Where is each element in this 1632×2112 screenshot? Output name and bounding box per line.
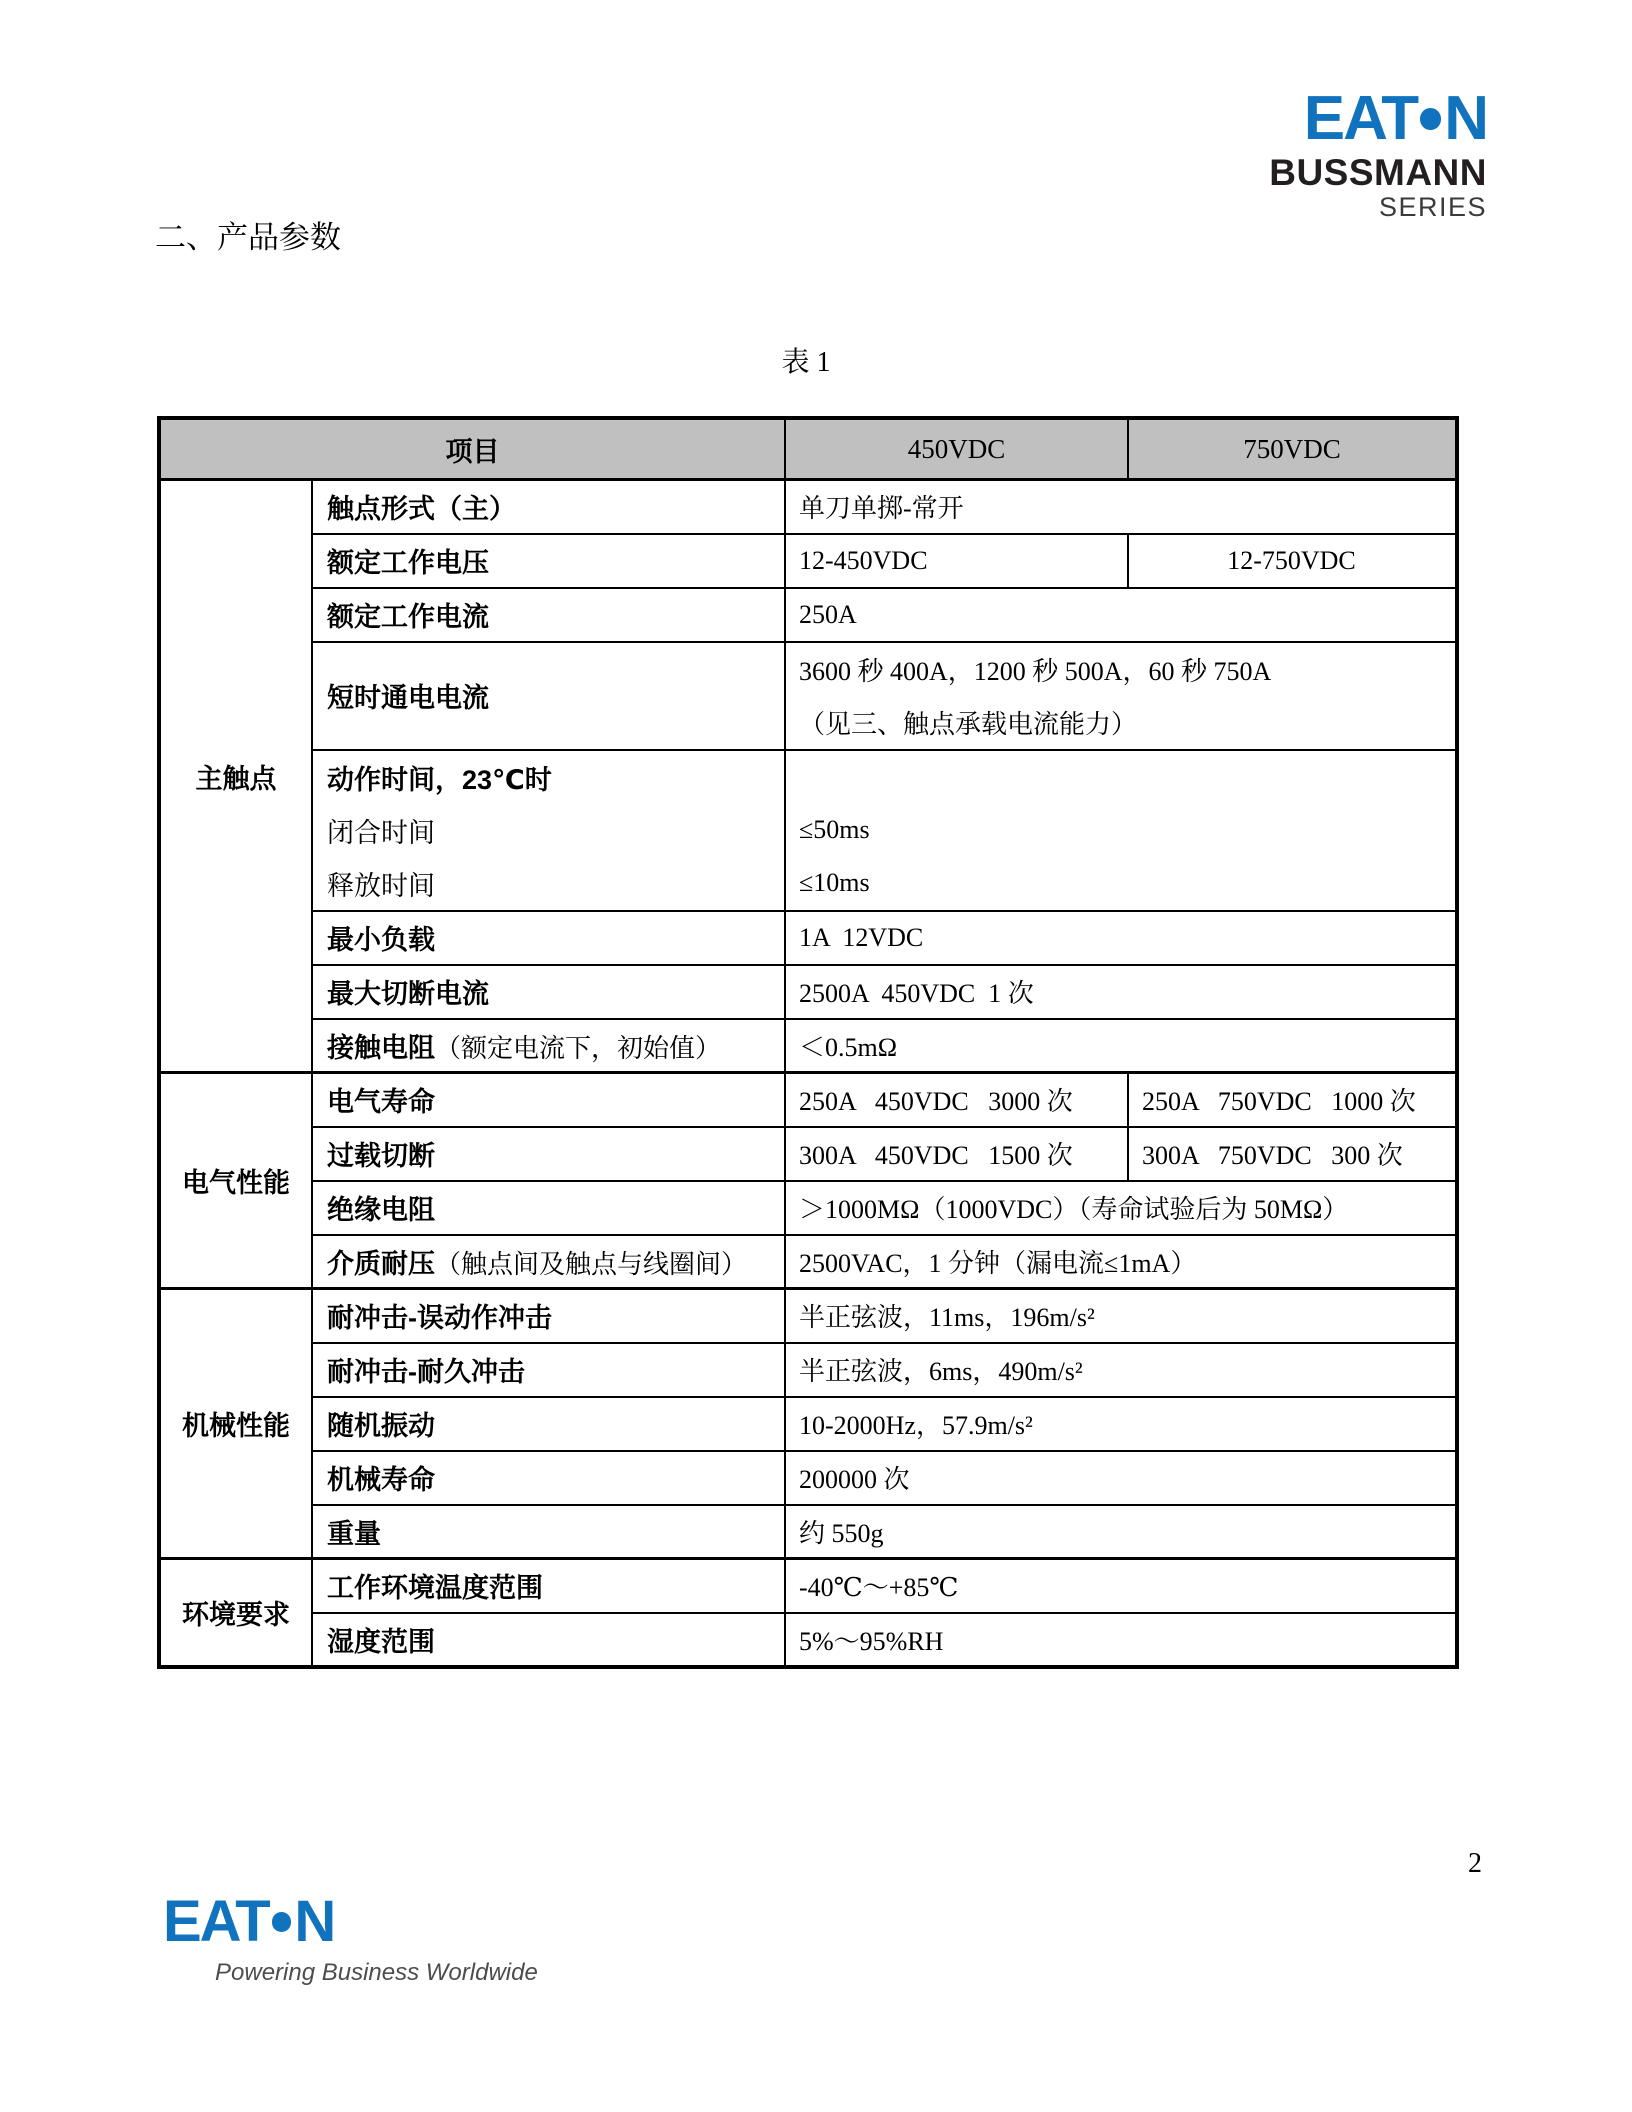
value-line: （见三、触点承载电流能力） — [799, 709, 1138, 739]
value-cell: 半正弦波，11ms，196m/s² — [785, 1289, 1457, 1343]
table-row — [159, 1019, 1457, 1073]
value-cell: 2500A 450VDC 1 次 — [785, 965, 1457, 1019]
label-text: 最小负载 — [327, 925, 435, 955]
value-cell: 12-450VDC — [785, 534, 1128, 588]
label-cell — [312, 534, 785, 588]
label-line: 闭合时间 — [327, 817, 435, 848]
group-cell: 电气性能 — [159, 1073, 312, 1289]
value-cell: 250A — [785, 588, 1457, 642]
eaton-tagline: Powering Business Worldwide — [215, 1959, 538, 1986]
label-text: 最大切断电流 — [327, 979, 489, 1009]
table-row — [159, 1235, 1457, 1289]
label-cell — [312, 1073, 785, 1127]
eaton-footer-logo — [163, 1889, 538, 1987]
label-text: 随机振动 — [327, 1411, 435, 1441]
table-row — [159, 1559, 1457, 1613]
label-cell — [312, 1559, 785, 1613]
value-cell: 300A 750VDC 300 次 — [1128, 1127, 1457, 1181]
label-text: 电气寿命 — [327, 1087, 435, 1118]
series-label: SERIES — [1378, 191, 1487, 222]
section-title: 二、产品参数 — [155, 220, 341, 255]
table-row — [159, 1289, 1457, 1343]
value-line: 3600 秒 400A，1200 秒 500A，60 秒 750A — [799, 656, 1272, 686]
group-cell: 主触点 — [159, 480, 312, 1073]
eaton-logo — [1303, 84, 1487, 153]
bussmann-label: BUSSMANN — [1269, 152, 1487, 193]
label-text: 额定工作电流 — [327, 602, 489, 632]
label-text: 湿度范围 — [327, 1626, 435, 1657]
label-cell — [312, 480, 785, 534]
label-cell — [312, 1181, 785, 1235]
label-line: 动作时间，23℃时 — [327, 764, 552, 795]
spec-table-body — [159, 480, 1457, 1667]
table-row — [159, 1613, 1457, 1667]
eaton-o-dot-icon — [1420, 108, 1441, 129]
label-note: （额定电流下，初始值） — [435, 1033, 722, 1063]
value-cell: 10-2000Hz，57.9m/s² — [785, 1397, 1457, 1451]
label-cell — [312, 588, 785, 642]
value-cell: 半正弦波，6ms，490m/s² — [785, 1343, 1457, 1397]
label-text: 接触电阻 — [327, 1032, 435, 1063]
table-header-row — [159, 418, 1457, 480]
label-cell — [312, 1019, 785, 1073]
value-cell — [785, 750, 1457, 911]
table-row — [159, 1073, 1457, 1127]
table-row — [159, 642, 1457, 750]
label-text: 机械寿命 — [327, 1465, 435, 1495]
value-line: ≤50ms — [799, 815, 870, 844]
table-row — [159, 911, 1457, 965]
table-row — [159, 588, 1457, 642]
table-caption: 表 1 — [781, 347, 831, 378]
label-cell — [312, 965, 785, 1019]
table-row — [159, 1397, 1457, 1451]
label-cell — [312, 911, 785, 965]
column-header-450vdc: 450VDC — [785, 418, 1128, 480]
label-cell — [312, 750, 785, 911]
value-cell: 2500VAC，1 分钟（漏电流≤1mA） — [785, 1235, 1457, 1289]
table-row — [159, 1181, 1457, 1235]
value-cell: -40℃～+85℃ — [785, 1559, 1457, 1613]
table-row — [159, 534, 1457, 588]
eaton-logo — [163, 1889, 538, 1954]
label-note: （触点间及触点与线圈间） — [435, 1249, 748, 1279]
value-line: ≤10ms — [799, 868, 870, 897]
table-row — [159, 750, 1457, 911]
value-cell: 200000 次 — [785, 1451, 1457, 1505]
page-number: 2 — [1468, 1848, 1482, 1879]
label-cell — [312, 1343, 785, 1397]
table-row — [159, 1343, 1457, 1397]
label-text: 过载切断 — [327, 1141, 435, 1171]
label-text: 耐冲击-耐久冲击 — [327, 1357, 525, 1387]
label-cell — [312, 1613, 785, 1667]
value-cell: ＞1000MΩ（1000VDC）（寿命试验后为 50MΩ） — [785, 1181, 1457, 1235]
column-header-item: 项目 — [159, 418, 785, 480]
table-row — [159, 1505, 1457, 1559]
label-cell — [312, 1235, 785, 1289]
label-cell — [312, 642, 785, 750]
label-text: 短时通电电流 — [327, 683, 489, 713]
label-text: 工作环境温度范围 — [327, 1573, 543, 1604]
eaton-logo-text-left: EAT — [1303, 84, 1418, 153]
table-row — [159, 480, 1457, 534]
group-cell: 机械性能 — [159, 1289, 312, 1559]
label-cell — [312, 1451, 785, 1505]
label-cell — [312, 1505, 785, 1559]
spec-table-block — [157, 340, 1455, 1669]
label-text: 介质耐压 — [327, 1248, 435, 1279]
label-text: 绝缘电阻 — [327, 1195, 435, 1225]
table-row — [159, 1127, 1457, 1181]
eaton-logo-text-right: N — [1444, 84, 1487, 153]
value-cell: 约 550g — [785, 1505, 1457, 1559]
value-cell: 300A 450VDC 1500 次 — [785, 1127, 1128, 1181]
label-cell — [312, 1289, 785, 1343]
eaton-o-dot-icon — [272, 1912, 292, 1932]
value-cell: 12-750VDC — [1128, 534, 1457, 588]
label-cell — [312, 1397, 785, 1451]
value-line — [799, 751, 1454, 804]
label-text: 重量 — [327, 1518, 381, 1549]
label-cell — [312, 1127, 785, 1181]
value-cell: ＜0.5mΩ — [785, 1019, 1457, 1073]
table-row — [159, 1451, 1457, 1505]
value-cell: 1A 12VDC — [785, 911, 1457, 965]
table-row — [159, 965, 1457, 1019]
group-cell: 环境要求 — [159, 1559, 312, 1667]
value-cell: 250A 750VDC 1000 次 — [1128, 1073, 1457, 1127]
value-cell: 5%～95%RH — [785, 1613, 1457, 1667]
value-cell — [785, 642, 1457, 750]
label-text: 额定工作电压 — [327, 548, 489, 578]
bussmann-series-logo — [1269, 84, 1487, 222]
eaton-logo-text-right: N — [294, 1889, 335, 1954]
label-text: 耐冲击-误动作冲击 — [327, 1303, 552, 1334]
eaton-logo-text-left: EAT — [163, 1889, 269, 1954]
value-cell: 单刀单掷-常开 — [785, 480, 1457, 534]
value-cell: 250A 450VDC 3000 次 — [785, 1073, 1128, 1127]
spec-table — [157, 416, 1459, 1669]
label-text: 触点形式（主） — [327, 494, 516, 525]
column-header-750vdc: 750VDC — [1128, 418, 1457, 480]
label-line: 释放时间 — [327, 870, 435, 901]
